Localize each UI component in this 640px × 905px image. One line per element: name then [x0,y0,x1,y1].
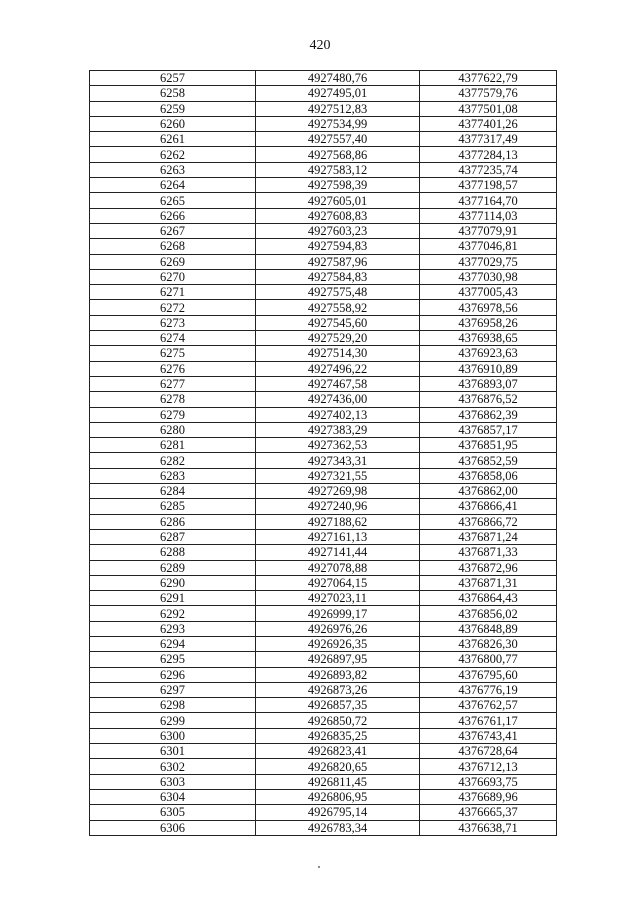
table-row [90,162,557,177]
x-coordinate-cell: 4926835,25 [256,728,420,743]
x-coordinate-cell: 4927608,83 [256,208,420,223]
table-row [90,713,557,728]
table-row [90,744,557,759]
y-coordinate-cell: 4376866,41 [420,499,557,514]
table-row [90,346,557,361]
table-row [90,606,557,621]
x-coordinate-cell: 4927583,12 [256,162,420,177]
y-coordinate-cell: 4376864,43 [420,591,557,606]
y-coordinate-cell: 4376826,30 [420,636,557,651]
point-number-cell: 6302 [90,759,256,774]
y-coordinate-cell: 4376871,24 [420,529,557,544]
x-coordinate-cell: 4927141,44 [256,545,420,560]
x-coordinate-cell: 4927584,83 [256,269,420,284]
y-coordinate-cell: 4376978,56 [420,300,557,315]
table-row [90,101,557,116]
y-coordinate-cell: 4377046,81 [420,239,557,254]
y-coordinate-cell: 4376728,64 [420,744,557,759]
table-row [90,560,557,575]
table-row [90,331,557,346]
x-coordinate-cell: 4926893,82 [256,667,420,682]
point-number-cell: 6280 [90,422,256,437]
y-coordinate-cell: 4376762,57 [420,698,557,713]
point-number-cell: 6267 [90,223,256,238]
x-coordinate-cell: 4927023,11 [256,591,420,606]
table-row [90,300,557,315]
point-number-cell: 6270 [90,269,256,284]
y-coordinate-cell: 4376776,19 [420,682,557,697]
x-coordinate-cell: 4927240,96 [256,499,420,514]
table-row [90,422,557,437]
y-coordinate-cell: 4376910,89 [420,361,557,376]
table-row [90,759,557,774]
table-row [90,178,557,193]
point-number-cell: 6284 [90,484,256,499]
y-coordinate-cell: 4377114,03 [420,208,557,223]
x-coordinate-cell: 4927064,15 [256,575,420,590]
x-coordinate-cell: 4927529,20 [256,331,420,346]
x-coordinate-cell: 4927402,13 [256,407,420,422]
point-number-cell: 6281 [90,438,256,453]
x-coordinate-cell: 4927603,23 [256,223,420,238]
y-coordinate-cell: 4376862,39 [420,407,557,422]
x-coordinate-cell: 4926823,41 [256,744,420,759]
x-coordinate-cell: 4926926,35 [256,636,420,651]
scan-speck [318,866,320,868]
table-row [90,71,557,86]
x-coordinate-cell: 4927343,31 [256,453,420,468]
x-coordinate-cell: 4926811,45 [256,774,420,789]
x-coordinate-cell: 4926897,95 [256,652,420,667]
point-number-cell: 6274 [90,331,256,346]
table-row [90,453,557,468]
table-row [90,728,557,743]
x-coordinate-cell: 4927605,01 [256,193,420,208]
x-coordinate-cell: 4927512,83 [256,101,420,116]
x-coordinate-cell: 4927598,39 [256,178,420,193]
table-row [90,223,557,238]
table-row [90,484,557,499]
y-coordinate-cell: 4376866,72 [420,514,557,529]
y-coordinate-cell: 4376743,41 [420,728,557,743]
x-coordinate-cell: 4926795,14 [256,805,420,820]
point-number-cell: 6269 [90,254,256,269]
y-coordinate-cell: 4377284,13 [420,147,557,162]
point-number-cell: 6279 [90,407,256,422]
table-row [90,698,557,713]
y-coordinate-cell: 4377501,08 [420,101,557,116]
y-coordinate-cell: 4376689,96 [420,789,557,804]
x-coordinate-cell: 4927534,99 [256,116,420,131]
table-body [90,71,557,836]
x-coordinate-cell: 4927557,40 [256,132,420,147]
x-coordinate-cell: 4926850,72 [256,713,420,728]
point-number-cell: 6286 [90,514,256,529]
x-coordinate-cell: 4927362,53 [256,438,420,453]
table-row [90,438,557,453]
y-coordinate-cell: 4377579,76 [420,86,557,101]
y-coordinate-cell: 4376938,65 [420,331,557,346]
point-number-cell: 6275 [90,346,256,361]
x-coordinate-cell: 4927575,48 [256,285,420,300]
y-coordinate-cell: 4377317,49 [420,132,557,147]
table-row [90,86,557,101]
x-coordinate-cell: 4927269,98 [256,484,420,499]
table-row [90,392,557,407]
point-number-cell: 6277 [90,376,256,391]
x-coordinate-cell: 4926873,26 [256,682,420,697]
point-number-cell: 6287 [90,529,256,544]
point-number-cell: 6301 [90,744,256,759]
table-row [90,789,557,804]
table-row [90,652,557,667]
point-number-cell: 6299 [90,713,256,728]
point-number-cell: 6282 [90,453,256,468]
y-coordinate-cell: 4376795,60 [420,667,557,682]
table-row [90,376,557,391]
table-row [90,269,557,284]
x-coordinate-cell: 4927568,86 [256,147,420,162]
point-number-cell: 6292 [90,606,256,621]
table-row [90,407,557,422]
table-row [90,132,557,147]
y-coordinate-cell: 4376871,33 [420,545,557,560]
y-coordinate-cell: 4377005,43 [420,285,557,300]
x-coordinate-cell: 4927514,30 [256,346,420,361]
y-coordinate-cell: 4376923,63 [420,346,557,361]
y-coordinate-cell: 4377029,75 [420,254,557,269]
point-number-cell: 6285 [90,499,256,514]
x-coordinate-cell: 4927545,60 [256,315,420,330]
x-coordinate-cell: 4927321,55 [256,468,420,483]
table-row [90,805,557,820]
y-coordinate-cell: 4376761,17 [420,713,557,728]
table-row [90,636,557,651]
point-number-cell: 6259 [90,101,256,116]
point-number-cell: 6305 [90,805,256,820]
y-coordinate-cell: 4376876,52 [420,392,557,407]
point-number-cell: 6278 [90,392,256,407]
table-row [90,774,557,789]
y-coordinate-cell: 4377079,91 [420,223,557,238]
table-row [90,514,557,529]
point-number-cell: 6268 [90,239,256,254]
table-row [90,591,557,606]
point-number-cell: 6257 [90,71,256,86]
point-number-cell: 6303 [90,774,256,789]
point-number-cell: 6261 [90,132,256,147]
y-coordinate-cell: 4377198,57 [420,178,557,193]
table-row [90,499,557,514]
table-row [90,239,557,254]
point-number-cell: 6294 [90,636,256,651]
x-coordinate-cell: 4927467,58 [256,376,420,391]
y-coordinate-cell: 4376856,02 [420,606,557,621]
y-coordinate-cell: 4376893,07 [420,376,557,391]
table-row [90,208,557,223]
y-coordinate-cell: 4377401,26 [420,116,557,131]
point-number-cell: 6289 [90,560,256,575]
x-coordinate-cell: 4927594,83 [256,239,420,254]
table-row [90,315,557,330]
x-coordinate-cell: 4927587,96 [256,254,420,269]
table-row [90,667,557,682]
y-coordinate-cell: 4376958,26 [420,315,557,330]
table-row [90,361,557,376]
y-coordinate-cell: 4376693,75 [420,774,557,789]
point-number-cell: 6263 [90,162,256,177]
x-coordinate-cell: 4927188,62 [256,514,420,529]
point-number-cell: 6271 [90,285,256,300]
table-row [90,116,557,131]
x-coordinate-cell: 4926783,34 [256,820,420,835]
point-number-cell: 6276 [90,361,256,376]
point-number-cell: 6288 [90,545,256,560]
point-number-cell: 6290 [90,575,256,590]
point-number-cell: 6293 [90,621,256,636]
point-number-cell: 6297 [90,682,256,697]
y-coordinate-cell: 4376800,77 [420,652,557,667]
table-row [90,529,557,544]
x-coordinate-cell: 4927495,01 [256,86,420,101]
x-coordinate-cell: 4927078,88 [256,560,420,575]
y-coordinate-cell: 4376872,96 [420,560,557,575]
y-coordinate-cell: 4377030,98 [420,269,557,284]
table-row [90,147,557,162]
y-coordinate-cell: 4376851,95 [420,438,557,453]
x-coordinate-cell: 4926976,26 [256,621,420,636]
coordinates-table [89,70,557,836]
x-coordinate-cell: 4927436,00 [256,392,420,407]
x-coordinate-cell: 4927161,13 [256,529,420,544]
point-number-cell: 6304 [90,789,256,804]
point-number-cell: 6295 [90,652,256,667]
y-coordinate-cell: 4377164,70 [420,193,557,208]
y-coordinate-cell: 4376862,00 [420,484,557,499]
y-coordinate-cell: 4376871,31 [420,575,557,590]
point-number-cell: 6298 [90,698,256,713]
point-number-cell: 6262 [90,147,256,162]
point-number-cell: 6273 [90,315,256,330]
point-number-cell: 6306 [90,820,256,835]
page-number: 420 [309,38,331,53]
point-number-cell: 6272 [90,300,256,315]
point-number-cell: 6264 [90,178,256,193]
table-row [90,468,557,483]
y-coordinate-cell: 4376857,17 [420,422,557,437]
x-coordinate-cell: 4926806,95 [256,789,420,804]
y-coordinate-cell: 4376712,13 [420,759,557,774]
point-number-cell: 6283 [90,468,256,483]
x-coordinate-cell: 4927480,76 [256,71,420,86]
table-row [90,254,557,269]
x-coordinate-cell: 4926820,65 [256,759,420,774]
point-number-cell: 6260 [90,116,256,131]
point-number-cell: 6291 [90,591,256,606]
y-coordinate-cell: 4377235,74 [420,162,557,177]
x-coordinate-cell: 4927383,29 [256,422,420,437]
y-coordinate-cell: 4377622,79 [420,71,557,86]
x-coordinate-cell: 4927496,22 [256,361,420,376]
table-row [90,545,557,560]
x-coordinate-cell: 4927558,92 [256,300,420,315]
y-coordinate-cell: 4376858,06 [420,468,557,483]
table-row [90,820,557,835]
table-row [90,621,557,636]
y-coordinate-cell: 4376852,59 [420,453,557,468]
point-number-cell: 6266 [90,208,256,223]
y-coordinate-cell: 4376665,37 [420,805,557,820]
x-coordinate-cell: 4926999,17 [256,606,420,621]
point-number-cell: 6296 [90,667,256,682]
y-coordinate-cell: 4376848,89 [420,621,557,636]
point-number-cell: 6258 [90,86,256,101]
table-row [90,285,557,300]
x-coordinate-cell: 4926857,35 [256,698,420,713]
y-coordinate-cell: 4376638,71 [420,820,557,835]
point-number-cell: 6265 [90,193,256,208]
table-row [90,575,557,590]
table-row [90,193,557,208]
table-row [90,682,557,697]
point-number-cell: 6300 [90,728,256,743]
